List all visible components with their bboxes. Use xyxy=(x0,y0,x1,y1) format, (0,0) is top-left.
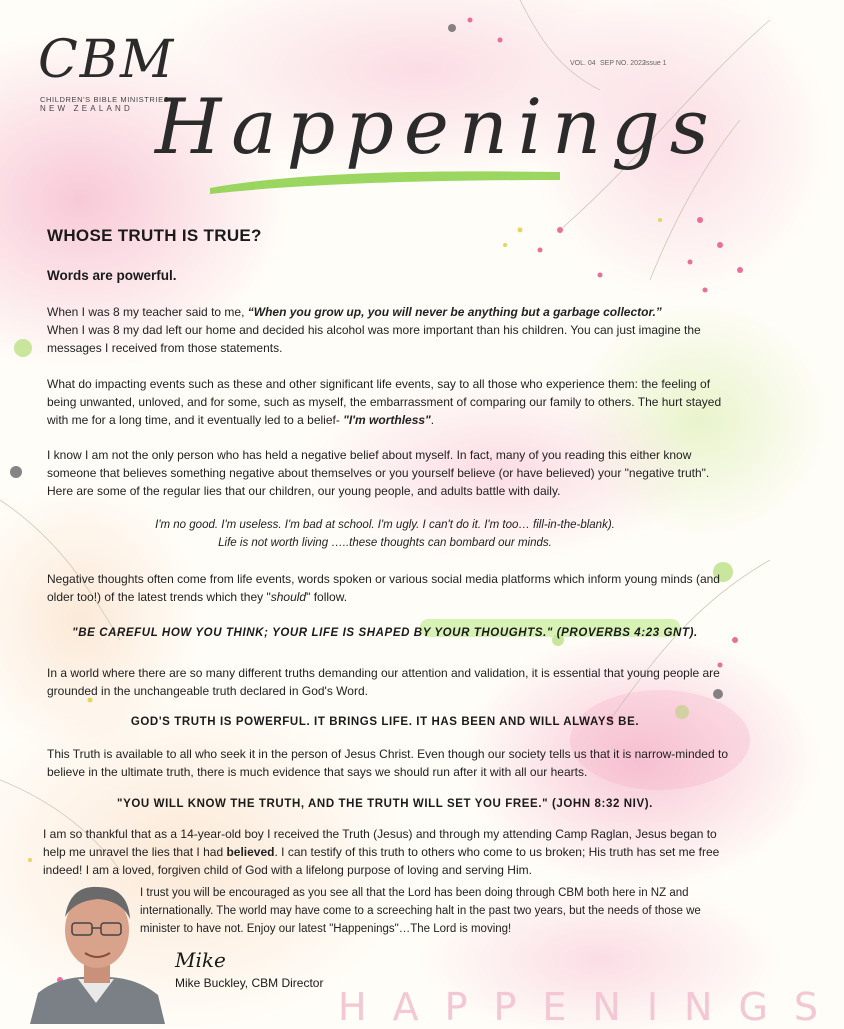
date-label: SEP NO. 2022 xyxy=(600,60,646,67)
paragraph-3: I know I am not the only person who has held a negative belief about myself. In fact, many of you reading this either know someone that believes something negative about themselves or you yourself believe (or have believed) your "negative truth". Here are some of the regular lies that our children, our young people, and adults battle with daily. xyxy=(47,448,710,498)
p1-lead: When I was 8 my teacher said to me, xyxy=(47,305,248,319)
truth-statement: GOD'S TRUTH IS POWERFUL. IT BRINGS LIFE. IT HAS BEEN AND WILL ALWAYS BE. xyxy=(130,716,640,728)
paragraph-4 xyxy=(47,570,727,606)
signature-name: Mike Buckley, CBM Director xyxy=(175,976,324,990)
volume-label: VOL. 04 xyxy=(570,60,596,67)
teacher-quote: “When you grow up, you will never be anything but a garbage collector.” xyxy=(247,305,662,319)
signature-script: Mike xyxy=(175,948,226,972)
worthless-quote: "I'm worthless" xyxy=(343,413,431,427)
author-photo xyxy=(30,875,165,1024)
paragraph-5: In a world where there are so many different truths demanding our attention and validation, it is essential that young people are grounded in the unchangeable truth declared in God's Word. xyxy=(47,666,720,698)
footer-watermark: HAPPENINGS xyxy=(338,985,844,1029)
lies-line-2: Life is not worth living …..these thoughts can bombard our minds. xyxy=(218,537,552,549)
article-subheading: Words are powerful. xyxy=(47,268,177,283)
article-heading: WHOSE TRUTH IS TRUE? xyxy=(47,226,262,245)
p4-text: Negative thoughts often come from life events, words spoken or various social media platforms which inform young minds (and older too!) of the latest trends which they " xyxy=(47,572,720,604)
proverbs-verse: "BE CAREFUL HOW YOU THINK; YOUR LIFE IS SHAPED BY YOUR THOUGHTS." (PROVERBS 4:23 GNT). xyxy=(72,627,698,639)
org-country: NEW ZEALAND xyxy=(40,104,133,113)
paragraph-7 xyxy=(43,825,723,879)
p2-text: What do impacting events such as these and other significant life events, say to all those who experience them: the feeling of being unwanted, unloved, and for some, such as myself, the embarrassment of comparing our family to others. The hurt stayed with me for a long time, and it eventually led to a belief- xyxy=(47,377,722,427)
p4-end: " follow. xyxy=(306,590,348,604)
p7-rest: . I can testify of this truth to others who come to us broken; His truth has set me free indeed! I am a loved, forgiven child of God with a lifelong purpose of loving and serving Him. xyxy=(43,845,720,877)
john-verse: "YOU WILL KNOW THE TRUTH, AND THE TRUTH WILL SET YOU FREE." (JOHN 8:32 NIV). xyxy=(117,798,653,810)
paragraph-2 xyxy=(47,375,737,429)
p7-text: I am so thankful that as a 14-year-old boy I received the Truth (Jesus) and through my attending Camp Raglan, Jesus began to help me unravel the lies that I had xyxy=(43,827,717,859)
p7-believed: believed xyxy=(226,845,275,859)
logo: CBM xyxy=(38,30,176,90)
lies-line-1: I'm no good. I'm useless. I'm bad at school. I'm ugly. I can't do it. I'm too… fill-in-the-blank). xyxy=(155,519,615,531)
p1-rest: When I was 8 my dad left our home and decided his alcohol was more important than his children. You can just imagine the messages I received from those statements. xyxy=(47,323,701,355)
paragraph-6: This Truth is available to all who seek it in the person of Jesus Christ. Even though our society tells us that it is narrow-minded to believe in the ultimate truth, there is much evidence that says we should run after it with all our hearts. xyxy=(47,747,728,779)
p4-should: should xyxy=(270,590,307,604)
p2-end: . xyxy=(430,413,435,427)
org-name: CHILDREN'S BIBLE MINISTRIES xyxy=(40,95,170,104)
issue-label: Issue 1 xyxy=(644,60,667,67)
paragraph-8: I trust you will be encouraged as you see all that the Lord has been doing through CBM both here in NZ and internationally. The world may have come to a screeching halt in the past two years, but the needs of those we minister to have not. Enjoy our latest "Happenings"…The Lord is moving! xyxy=(140,887,701,935)
newsletter-title: Happenings xyxy=(155,82,719,171)
paragraph-1 xyxy=(47,303,717,357)
